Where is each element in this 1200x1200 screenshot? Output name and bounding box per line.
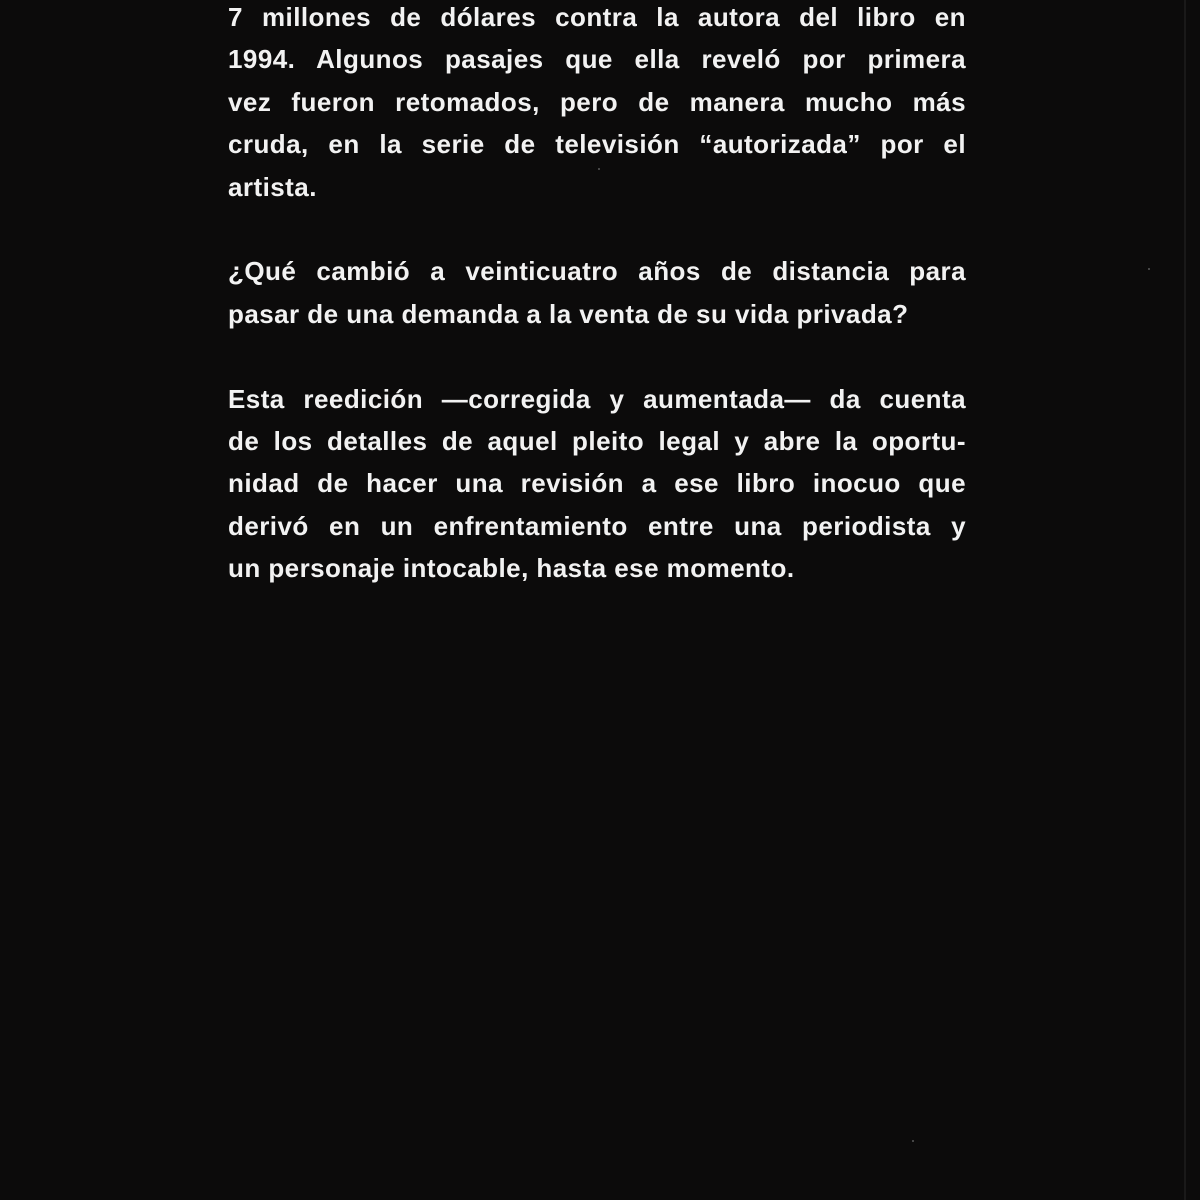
cover-edge [1184, 0, 1186, 1200]
synopsis-paragraph-3 [228, 378, 966, 590]
text-line: vez fueron retomados, pero de manera mucho más [228, 86, 966, 117]
text-line: pasar de una demanda a la venta de su vida privada? [228, 298, 909, 329]
text-line: Esta reedición —corregida y aumentada— da cuenta [228, 383, 966, 414]
text-line: ¿Qué cambió a veinticuatro años de distancia para [228, 256, 966, 287]
synopsis-text [228, 0, 966, 589]
text-line: un personaje intocable, hasta ese momento. [228, 553, 795, 584]
dust-speck [912, 1140, 914, 1142]
dust-speck [1148, 268, 1150, 270]
text-line: 1994. Algunos pasajes que ella reveló por primera [228, 44, 966, 75]
text-line: cruda, en la serie de televisión “autorizada” por el [228, 129, 966, 160]
text-line: 7 millones de dólares contra la autora del libro en [228, 2, 966, 32]
paragraph-gap [228, 208, 966, 250]
text-line: nidad de hacer una revisión a ese libro inocuo que [228, 468, 966, 499]
synopsis-paragraph-1 [228, 0, 966, 208]
text-line: derivó en un enfrentamiento entre una periodista y [228, 510, 966, 541]
text-line: de los detalles de aquel pleito legal y abre la oportu- [228, 425, 966, 456]
text-line: artista. [228, 171, 317, 202]
synopsis-paragraph-2 [228, 250, 966, 335]
paragraph-gap [228, 335, 966, 377]
